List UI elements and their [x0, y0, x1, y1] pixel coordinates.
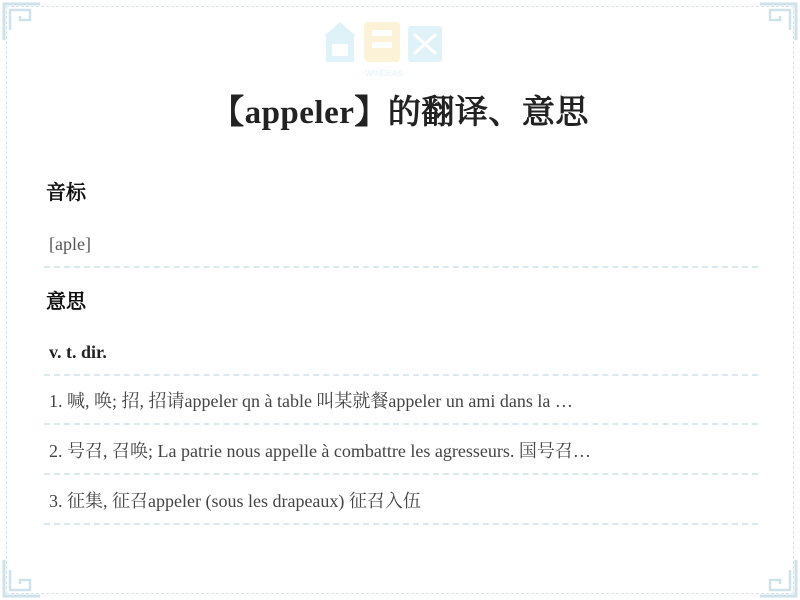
page-title: 【appeler】的翻译、意思	[211, 95, 589, 131]
corner-ornament-icon	[756, 0, 800, 44]
section-heading-phonetic: 音标	[46, 182, 86, 204]
site-logo-watermark	[320, 14, 448, 80]
definition-item: 3. 征集, 征召appeler (sous les drapeaux) 征召入伍	[44, 477, 758, 525]
phonetic-value: [aple]	[44, 220, 758, 268]
corner-ornament-icon	[756, 556, 800, 600]
corner-ornament-icon	[0, 556, 44, 600]
svg-text:WINDEAS: WINDEAS	[365, 69, 403, 78]
definition-item: 1. 喊, 唤; 招, 招请appeler qn à table 叫某就餐appeler un ami dans la …	[44, 377, 758, 425]
definition-item: 2. 号召, 召唤; La patrie nous appelle à combattre les agresseurs. 国号召…	[44, 427, 758, 475]
section-heading-meaning: 意思	[46, 291, 86, 313]
part-of-speech: v. t. dir.	[44, 328, 758, 376]
corner-ornament-icon	[0, 0, 44, 44]
